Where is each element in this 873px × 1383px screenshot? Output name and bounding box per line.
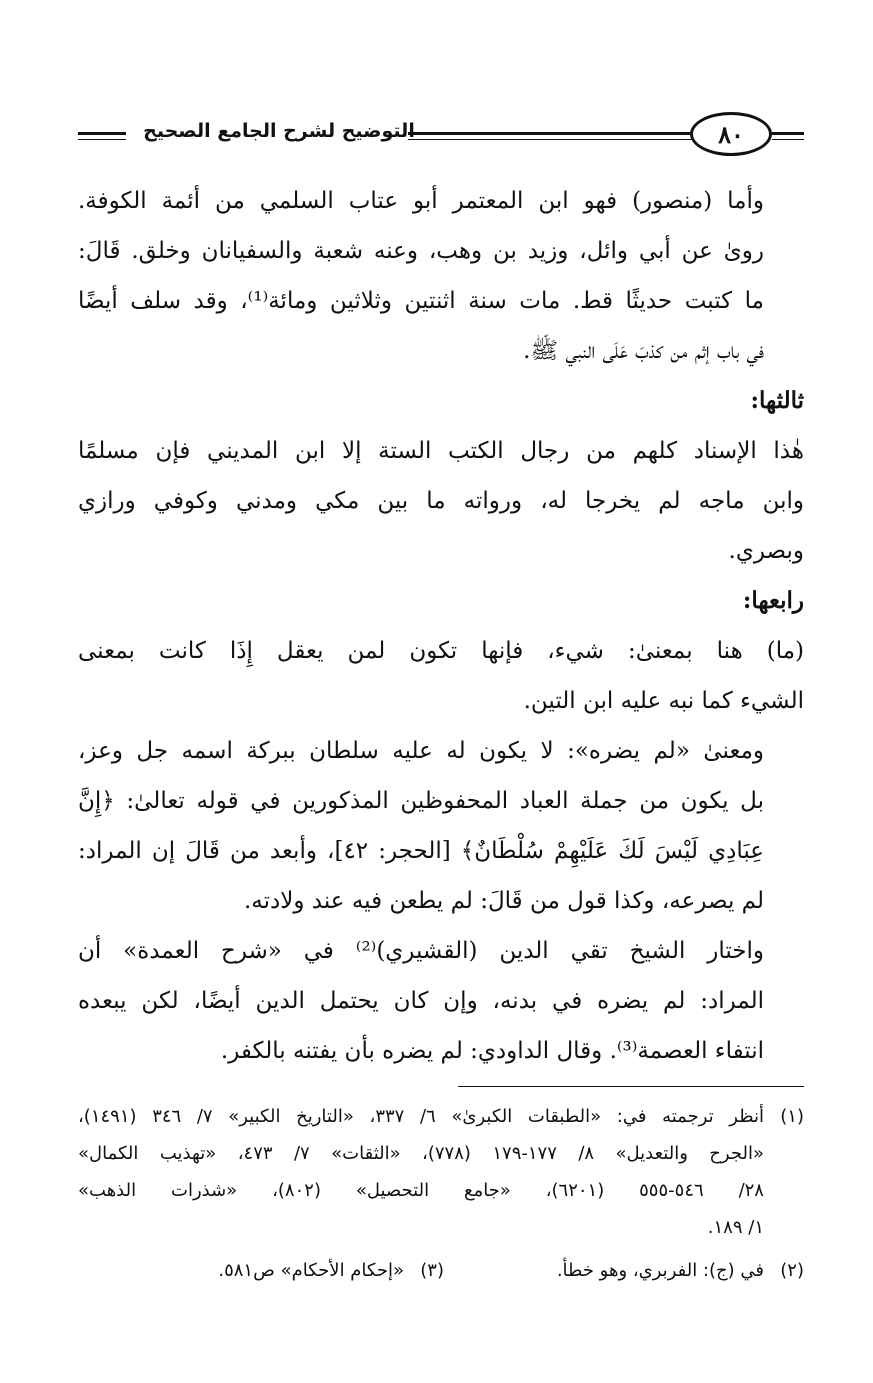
text-line: رویٰ عن أبي وائل، وزيد بن وهب، وعنه شعبة والسفيانان وخلق. قَالَ: (78, 238, 764, 264)
footnote-text: في (ج): الفربري، وهو خطأ. (556, 1260, 764, 1281)
header-rule (408, 139, 708, 140)
text-line: وبصري. (728, 538, 804, 564)
text-line: بل يكون من جملة العباد المحفوظين المذكورين في قوله تعالىٰ: ﴿إِنَّ (78, 788, 764, 814)
text-line: وابن ماجه لم يخرجا له، ورواته ما بين مكي ومدني وكوفي ورازي (78, 488, 804, 514)
text-line: الشيء كما نبه عليه ابن التين. (523, 688, 804, 714)
header-rule (408, 132, 708, 135)
text-line: ومعنىٰ «لم يضره»: لا يكون له عليه سلطان ببركة اسمه جل وعز، (78, 738, 764, 764)
footnote-1 (78, 1098, 804, 1246)
header-rule (772, 139, 804, 140)
text-line: وأما (منصور) فهو ابن المعتمر أبو عتاب السلمي من أئمة الكوفة. (78, 188, 764, 214)
footnote-line: «الجرح والتعديل» ٨/ ١٧٧-١٧٩ (٧٧٨)، «الثقات» ٧/ ٤٧٣، «تهذيب الكمال» (78, 1143, 764, 1164)
footnote-number: (٣) (420, 1260, 444, 1281)
footnote-number: (٢) (780, 1260, 804, 1281)
paragraph (78, 926, 804, 1076)
text-line: ما كتبت حديثًا قط. مات سنة اثنتين وثلاثين ومائة⁽¹⁾، وقد سلف أيضًا (78, 288, 764, 314)
text-line: (ما) هنا بمعنىٰ: شيء، فإنها تكون لمن يعقل إِذَا كانت بمعنى (78, 638, 804, 664)
footnote-2 (444, 1252, 804, 1289)
page-number: ٨٠ (690, 112, 772, 156)
footnote-line (78, 1098, 804, 1135)
paragraph (78, 176, 804, 376)
paragraph (78, 726, 804, 926)
text-line: واختار الشيخ تقي الدين (القشيري)⁽²⁾ في «شرح العمدة» أن (78, 938, 764, 964)
footnote-text: «إحكام الأحكام» ص٥٨١. (218, 1260, 404, 1281)
footnote-number: (١) (780, 1106, 804, 1127)
paragraph (78, 626, 804, 726)
section-heading (78, 376, 804, 426)
footnote-3 (78, 1252, 444, 1289)
running-title: التوضيح لشرح الجامع الصحيح (143, 120, 415, 142)
text-line: في باب إثم من كذبَ عَلَى النبي ﷺ. (523, 338, 764, 364)
body-text (78, 176, 804, 1076)
page-header (78, 112, 804, 162)
text-line: ثالثها: (750, 387, 804, 414)
footnote-separator (458, 1086, 804, 1087)
header-rule (78, 132, 126, 135)
section-heading (78, 576, 804, 626)
footnote-text: أنظر ترجمته في: «الطبقات الكبرىٰ» ٦/ ٣٣٧، «التاريخ الكبير» ٧/ ٣٤٦ (١٤٩١)، (78, 1106, 764, 1127)
footnote-row (78, 1252, 804, 1289)
header-rule (772, 132, 804, 135)
text-line: عِبَادِي لَيْسَ لَكَ عَلَيْهِمْ سُلْطَانٌ﴾ [الحجر: ٤٢]، وأبعد من قَالَ إن المراد: (78, 838, 765, 864)
header-rule (78, 139, 126, 140)
footnote-line: ١/ ١٨٩. (707, 1217, 764, 1238)
text-line: المراد: لم يضره في بدنه، وإن كان يحتمل الدين أيضًا، لكن يبعده (78, 988, 764, 1014)
footnotes (78, 1098, 804, 1289)
text-line: انتفاء العصمة⁽³⁾. وقال الداودي: لم يضره بأن يفتنه بالكفر. (220, 1038, 764, 1064)
text-line: رابعها: (742, 587, 804, 614)
text-line: لم يصرعه، وكذا قول من قَالَ: لم يطعن فيه عند ولادته. (243, 888, 764, 914)
footnote-line: ٢٨/ ٥٤٦-٥٥٥ (٦٢٠١)، «جامع التحصيل» (٨٠٢)، «شذرات الذهب» (78, 1180, 764, 1201)
paragraph (78, 426, 804, 576)
text-line: هٰذا الإسناد كلهم من رجال الكتب الستة إلا ابن المديني فإن مسلمًا (78, 438, 804, 464)
